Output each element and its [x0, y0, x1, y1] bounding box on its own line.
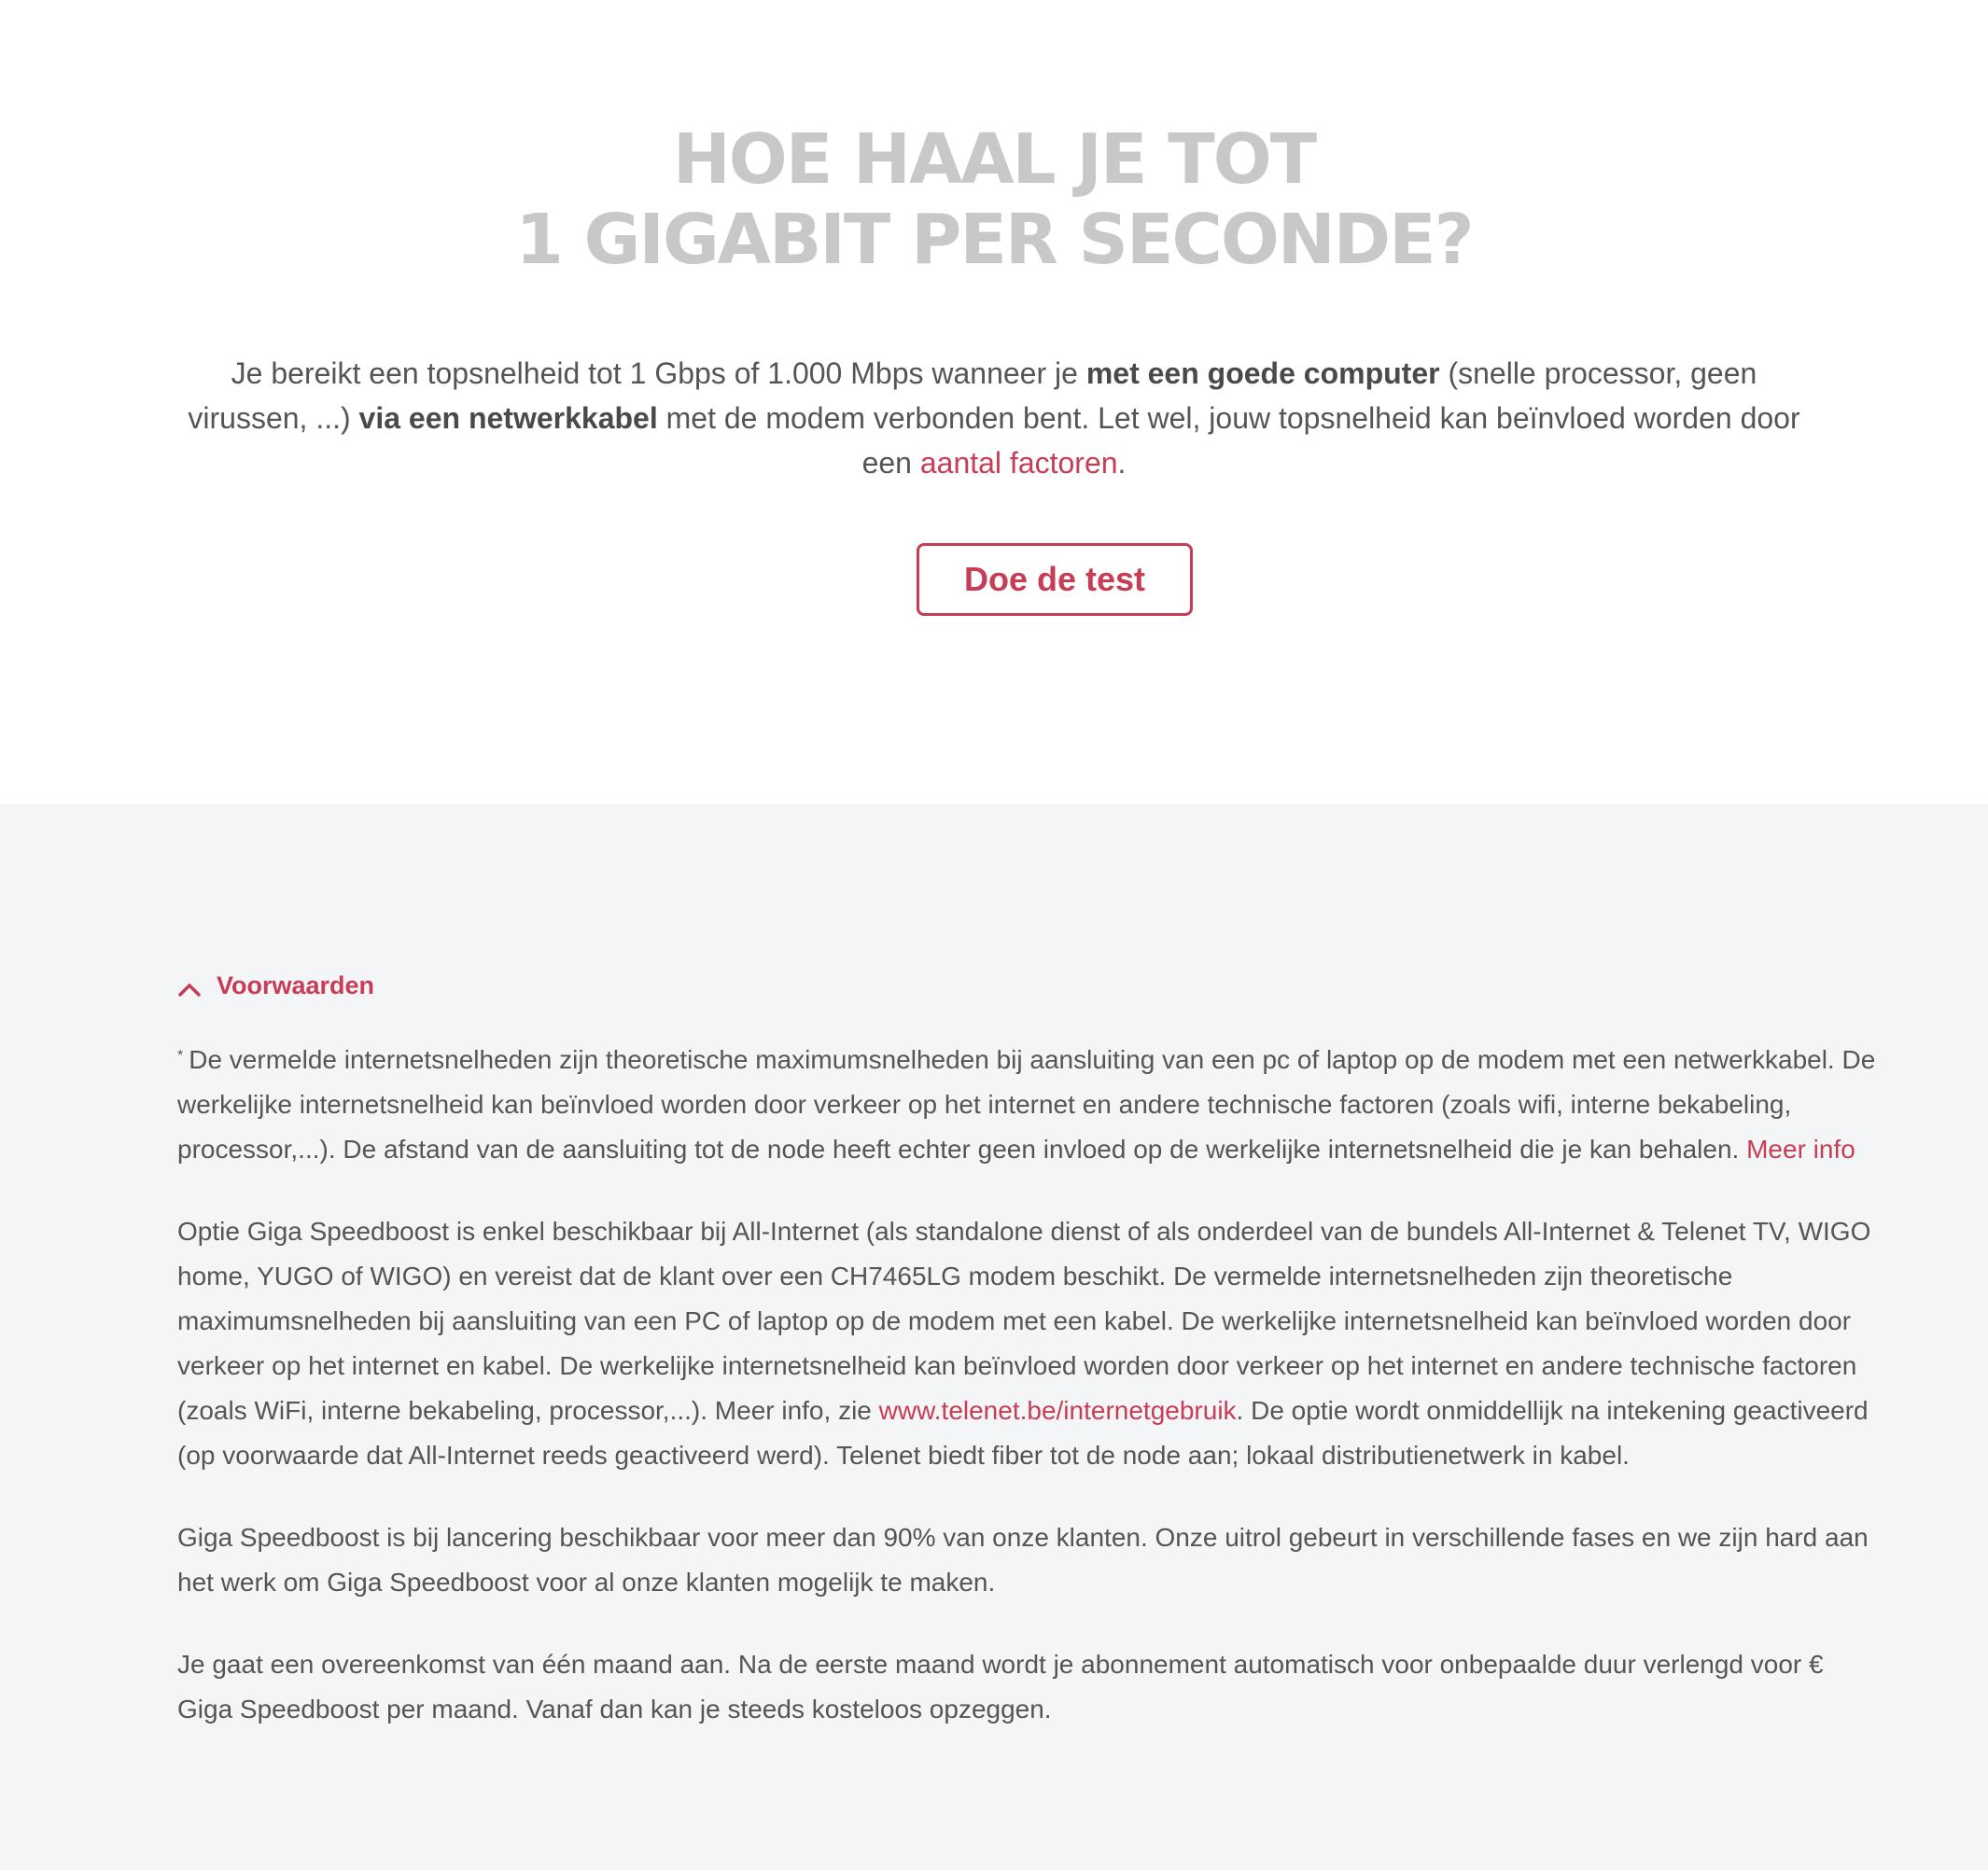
title-line-1: HOE HAAL JE TOT [672, 119, 1316, 200]
intro-text-2: (snelle processor, geen virussen, ...) [188, 356, 1757, 435]
terms-toggle[interactable] [177, 969, 374, 1002]
terms-toggle-label: Voorwaarden [217, 970, 375, 999]
intro-bold-computer: met een goede computer [1085, 356, 1440, 390]
intro-text-3: met de modem verbonden bent. Let wel, jouw topsnelheid kan beïnvloed worden door een [657, 401, 1800, 480]
page-title [0, 119, 1988, 280]
terms-section [0, 804, 1988, 1870]
footnote-marker: * [177, 1048, 184, 1064]
intro-bold-cable: via een netwerkkabel [358, 401, 658, 435]
intro-text-1: Je bereikt een topsnelheid tot 1 Gbps of 1.000 Mbps wanneer je [231, 356, 1086, 390]
terms-paragraph-2 [177, 1209, 1885, 1478]
terms-body [177, 1038, 1885, 1769]
do-test-button[interactable]: Doe de test [917, 543, 1193, 616]
intro-end: . [1117, 446, 1127, 480]
title-line-2: 1 GIGABIT PER SECONDE? [515, 200, 1473, 280]
terms-p2-text-1: Optie Giga Speedboost is enkel beschikbaar bij All-Internet (als standalone dienst of als onderdeel van de bundels All-Internet & Telenet TV, WIGO home, YUGO of WIGO) en vereist dat de klant over een CH7465LG modem beschikt. De vermelde internetsnelheden zijn theoretische maximumsnelheden bij aansluiting van een PC of laptop op de modem met een kabel. De werkelijke internetsnelheid kan beïnvloed worden door verkeer op het internet en kabel. De werkelijke internetsnelheid kan beïnvloed worden door verkeer op het internet en andere technische factoren (zoals WiFi, interne bekabeling, processor,...). Meer info, zie [177, 1217, 1871, 1425]
chevron-up-icon [177, 978, 202, 1002]
terms-p2-text-2: . De optie wordt onmiddellijk na intekening geactiveerd (op voorwaarde dat All-Internet reeds geactiveerd werd). Telenet biedt fiber tot de node aan; lokaal distributienetwerk in kabel. [177, 1396, 1869, 1470]
more-info-link[interactable]: Meer info [1746, 1135, 1855, 1164]
factors-link[interactable]: aantal factoren [919, 446, 1118, 480]
intro-paragraph [187, 351, 1801, 485]
hero-section [0, 0, 1988, 804]
terms-paragraph-3: Giga Speedboost is bij lancering beschikbaar voor meer dan 90% van onze klanten. Onze uitrol gebeurt in verschillende fases en we zijn hard aan het werk om Giga Speedboost voor al onze klanten mogelijk te maken. [177, 1523, 1869, 1597]
terms-p1-text: De vermelde internetsnelheden zijn theoretische maximumsnelheden bij aansluiting van een pc of laptop op de modem met een netwerkkabel. De werkelijke internetsnelheid kan beïnvloed worden door verkeer op het internet en andere technische factoren (zoals wifi, interne bekabeling, processor,...). De afstand van de aansluiting tot de node heeft echter geen invloed op de werkelijke internetsnelheid die je kan behalen. [177, 1045, 1876, 1164]
terms-paragraph-4: Je gaat een overeenkomst van één maand aan. Na de eerste maand wordt je abonnement automatisch voor onbepaalde duur verlengd voor € Giga Speedboost per maand. Vanaf dan kan je steeds kosteloos opzeggen. [177, 1650, 1824, 1723]
terms-paragraph-1 [177, 1038, 1885, 1172]
internetgebruik-link[interactable]: www.telenet.be/internetgebruik [878, 1396, 1237, 1425]
